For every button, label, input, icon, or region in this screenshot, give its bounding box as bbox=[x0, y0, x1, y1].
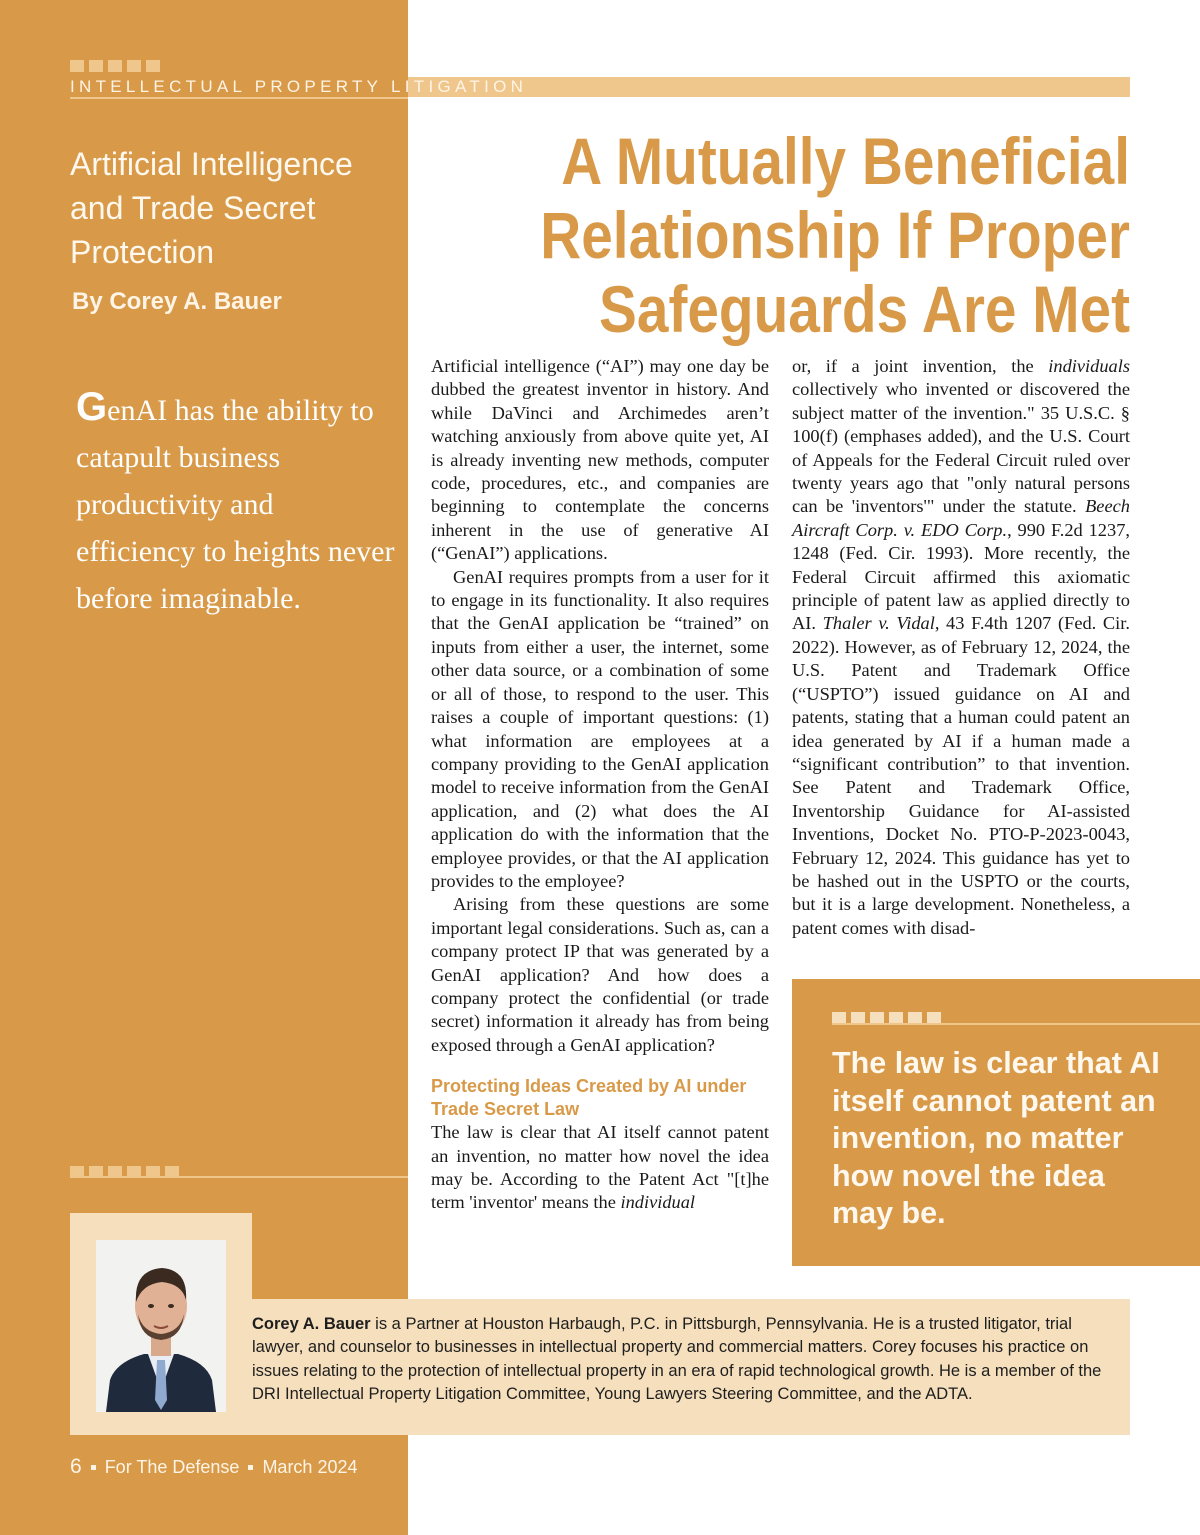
section-subhead: Protecting Ideas Created by AI under Trade Secret Law bbox=[431, 1076, 747, 1120]
bio-description: is a Partner at Houston Harbaugh, P.C. in Pittsburgh, Pennsylvania. He is a trusted litigator, trial lawyer, and counselor to businesses in intellectual property and commercial matters. Corey focuses his practice on issues relating to the protection of intellectual property in an era of rapid technological growth. He is a member of the DRI Intellectual Property Litigation Committee, Young Lawyers Steering Committee, and the ADTA. bbox=[252, 1315, 1102, 1404]
issue-date: March 2024 bbox=[262, 1456, 358, 1477]
bio-text bbox=[252, 1313, 1114, 1407]
page-number: 6 bbox=[70, 1455, 82, 1478]
article-kicker: Artificial Intelligence and Trade Secret Protection bbox=[70, 146, 353, 270]
body-column-2 bbox=[792, 355, 1130, 940]
headline-line: Safeguards Are Met bbox=[599, 272, 1130, 346]
body-paragraph: The law is clear that AI itself cannot patent an invention, no matter how novel the idea may be. According to the Patent Act "[t]he term 'inventor' means the individual bbox=[431, 1122, 769, 1213]
callout-quote: The law is clear that AI itself cannot patent an invention, no matter how novel the idea may be. bbox=[832, 1046, 1160, 1230]
bio-rule bbox=[70, 1176, 408, 1178]
section-label: INTELLECTUAL PROPERTY LITIGATION bbox=[70, 77, 528, 96]
author-bio bbox=[70, 1213, 1130, 1435]
drop-cap: G bbox=[76, 385, 108, 429]
body-paragraph: GenAI requires prompts from a user for it to engage in its functionality. It also requires that the GenAI application be “trained” on inputs from either a user, the internet, some other data source, or a combination of some or all of those, to respond to the user. This raises a couple of important questions: (1) what information are employees at a company providing to the GenAI application model to receive information from the GenAI application, and (2) what does the AI application do with the information that the employee provides, or that the AI application provides to the employee? bbox=[431, 566, 769, 891]
body-paragraph: or, if a joint invention, the individuals collectively who invented or discovered the subject matter of the invention." 35 U.S.C. § 100(f) (emphases added), and the U.S. Court of Appeals for the Federal Circuit ruled over twenty years ago that "only natural persons can be 'inventors'" under the statute. Beech Aircraft Corp. v. EDO Corp., 990 F.2d 1237, 1248 (Fed. Cir. 1993). More recently, the Federal Circuit affirmed this axiomatic principle of patent law as applied directly to AI. Thaler v. Vidal, 43 F.4th 1207 (Fed. Cir. 2022). However, as of February 12, 2024, the U.S. Patent and Trademark Office (“USPTO”) issued guidance on AI and patents, stating that a human could patent an idea generated by AI if a human made a “significant contribution” to that invention. See Patent and Trademark Office, Inventorship Guidance for AI-assisted Inventions, Docket No. PTO-P-2023-0043, February 12, 2024. This guidance has yet to be hashed out in the USPTO or the courts, but it is a large development. Nonetheless, a patent comes with disad- bbox=[792, 356, 1130, 938]
headline-line: Relationship If Proper bbox=[540, 198, 1130, 272]
separator-dot bbox=[91, 1465, 96, 1470]
headline-line: A Mutually Beneficial bbox=[561, 124, 1130, 198]
headline bbox=[519, 124, 1130, 346]
bio-author-name: Corey A. Bauer bbox=[252, 1315, 371, 1333]
callout-rule bbox=[832, 1023, 1200, 1025]
separator-dot bbox=[248, 1465, 253, 1470]
byline: By Corey A. Bauer bbox=[72, 288, 282, 315]
portrait-illustration bbox=[96, 1240, 226, 1412]
author-photo bbox=[96, 1240, 226, 1412]
pull-quote-text: enAI has the ability to catapult business productivity and efficiency to heights never before imaginable. bbox=[76, 394, 395, 615]
body-paragraph: Arising from these questions are some important legal considerations. Such as, can a company protect IP that was generated by a GenAI application? And how does a company protect the confidential (or trade secret) information it already has from being exposed through a GenAI application? bbox=[431, 894, 769, 1055]
publication-name: For The Defense bbox=[104, 1456, 240, 1477]
section-decoration bbox=[70, 60, 160, 72]
section-label-rule bbox=[70, 97, 408, 99]
pull-quote bbox=[76, 384, 396, 622]
body-column-1 bbox=[431, 355, 769, 1215]
body-paragraph: Artificial intelligence (“AI”) may one day be dubbed the greatest inventor in history. And while DaVinci and Archimedes aren’t watching anxiously from above quite yet, AI is already inventing new methods, computer code, procedures, etc., and companies are beginning to contemplate the concerns inherent in the use of generative AI (“GenAI”) applications. bbox=[431, 356, 769, 564]
page-footer bbox=[70, 1455, 358, 1479]
